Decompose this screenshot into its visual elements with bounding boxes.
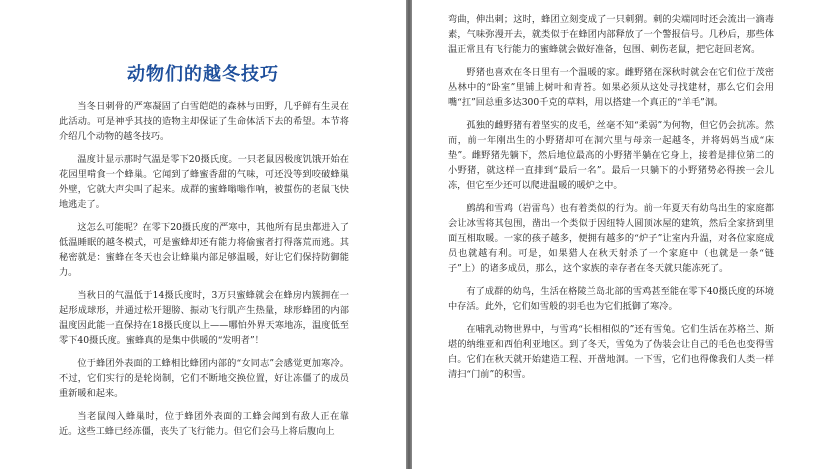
paragraph: 鹧鸪和雪鸡（岩雷鸟）也有着类似的行为。前一年夏天有幼鸟出生的家庭都会让冰雪将其包围，凿出一个类似于因纽特人圆顶冰屋的建筑，然后全家挤到里面互相取暖。一家的孩子越多，便拥有越多的“炉子”让室内升温，对各位家庭成员也就越有利。可是，如果猎人在秋天射杀了一个家庭中（也就是一条“链子”上）的诸多成员，那么，这个家族的幸存者在冬天就只能冻死了。 [448, 203, 774, 274]
paragraph: 孤独的雌野猪有着坚实的皮毛，丝毫不知“柔弱”为何物，但它仍会抗冻。然而，前一年刚出生的小野猪却可在洞穴里与母亲一起越冬，并将妈妈当成“床垫”。雌野猪先躺下，然后地位最高的小野猪半躺在它身上，接着是排位第二的小野猪，就这样一直排到“最后一名”。最后一只躺下的小野猪势必得挨一会儿冻，但它至少还可以爬进温暖的暖炉之中。 [448, 120, 774, 191]
paragraph: 野猪也喜欢在冬日里有一个温暖的家。雌野猪在深秋时就会在它们位于茂密丛林中的“卧室”里铺上树叶和青苔。如果必须从这处寻找建材，那么它们会用嘴“扛”回总重多达300千克的草料，用以搭建一个真正的“羊毛”洞。 [448, 67, 774, 108]
paragraph: 弯曲，伸出刺；这时，蜂团立刻变成了一只刺猬。刺的尖端同时还会流出一滴毒素，气味弥漫开去，就类似于在蜂团内部释放了一个警报信号。几秒后，那些体温正常且有飞行能力的蜜蜂就会做好准备，包围、刺伤老鼠，把它赶回老窝。 [448, 14, 774, 55]
left-text-column [59, 99, 349, 447]
paragraph: 当秋日的气温低于14摄氏度时，3万只蜜蜂就会在蜂房内簇拥在一起形成球形，并通过松开翅膀、振动飞行肌产生热量，球形蜂团的内部温度因此能一直保持在18摄氏度以上——哪怕外界天寒地冻，温度低至零下40摄氏度。蜜蜂真的是集中供暖的“发明者”！ [59, 290, 349, 346]
right-text-column [448, 12, 774, 390]
paragraph: 位于蜂团外表面的工蜂相比蜂团内部的“女同志”会感觉更加寒冷。不过，它们实行的是轮岗制，它们不断地交换位置，好让冻僵了的成员重新暖和起来。 [59, 358, 349, 399]
paragraph: 当老鼠闯入蜂巢时，位于蜂团外表面的工蜂会闻到有敌人正在靠近。这些工蜂已经冻僵，丧失了飞行能力。但它们会马上将后腹向上 [59, 411, 349, 437]
left-page [0, 0, 406, 469]
article-title: 动物们的越冬技巧 [127, 64, 279, 85]
paragraph: 有了成群的幼鸟，生活在格陵兰岛北部的雪鸡甚至能在零下40摄氏度的环境中存活。此外，它们如雪般的羽毛也为它们抵御了寒冷。 [448, 286, 774, 312]
right-page [412, 0, 818, 469]
paragraph: 这怎么可能呢？在零下20摄氏度的严寒中，其他所有昆虫都进入了低温睡眠的越冬模式，可是蜜蜂却还有能力将偷蜜者打得落荒而逃。其秘密就是：蜜蜂在冬天也会让蜂巢内部足够温暖，好让它们保持防御能力。 [59, 222, 349, 278]
paragraph: 当冬日刺骨的严寒凝固了白雪皑皑的森林与田野，几乎鲜有生灵在此活动。可是神乎其技的造物主却保证了生命体活下去的希望。本节将介绍几个动物的越冬技巧。 [59, 101, 349, 142]
paragraph: 在哺乳动物世界中，与雪鸡“长相相似的”还有雪兔。它们生活在苏格兰、斯堪的纳维亚和西伯利亚地区。到了冬天，雪兔为了伪装会让自己的毛色也变得雪白。它们在秋天就开始建造工程、开凿地洞。一下雪，它们也得像我们人类一样清扫“门前”的积雪。 [448, 324, 774, 380]
paragraph: 温度计显示那时气温是零下20摄氏度。一只老鼠因极度饥饿开始在花园里啃食一个蜂巢。它闻到了蜂蜜香甜的气味，可还没等到咬破蜂巢外壁，它就大声尖叫了起来。成群的蜜蜂嗡嗡作响，被蜇伤的老鼠飞快地逃走了。 [59, 154, 349, 210]
